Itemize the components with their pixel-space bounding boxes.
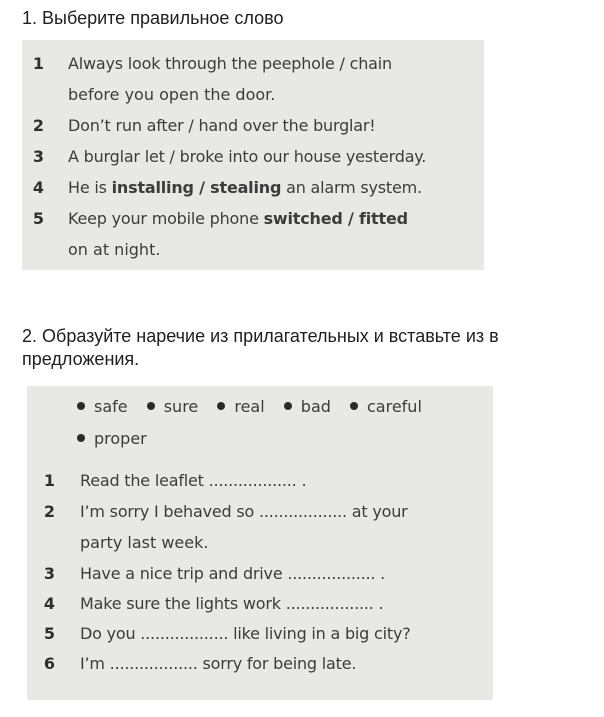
task-2-item-1 <box>27 465 493 496</box>
item-number: 5 <box>43 624 55 643</box>
item-choice-words: installing / stealing <box>111 178 282 197</box>
bullet-icon <box>147 402 155 410</box>
word-option: bad <box>300 397 331 416</box>
word-option: safe <box>94 397 128 416</box>
task-2-item-2 <box>27 496 493 527</box>
task-1-item-5-continuation <box>22 234 484 265</box>
task-1-item-3 <box>22 141 484 172</box>
item-text <box>68 203 408 234</box>
task-2-item-3 <box>27 558 493 589</box>
item-text-start: He is <box>68 178 112 197</box>
item-number: 2 <box>43 502 55 521</box>
word-option: careful <box>367 397 422 416</box>
item-text-end: an alarm system. <box>281 178 422 197</box>
word-box-line-1 <box>77 392 436 422</box>
item-number: 2 <box>32 116 44 135</box>
item-text: Have a nice trip and drive .................. . <box>80 564 386 583</box>
task-1-exercise-image <box>22 40 484 270</box>
item-text: Read the leaflet .................. . <box>80 471 307 490</box>
item-text <box>68 172 422 203</box>
bullet-icon <box>217 402 225 410</box>
item-number: 4 <box>32 178 44 197</box>
task-1-item-1-continuation <box>22 79 484 110</box>
item-number: 5 <box>32 209 44 228</box>
task-1-item-4 <box>22 172 484 203</box>
item-text: A burglar let / broke into our house yesterday. <box>68 147 427 166</box>
item-text: Always look through the peephole / chain <box>68 54 392 73</box>
item-text: I’m .................. sorry for being late. <box>80 654 357 673</box>
item-text: Make sure the lights work .................. . <box>80 594 384 613</box>
bullet-icon <box>77 402 85 410</box>
item-text: Do you .................. like living in a big city? <box>80 624 411 643</box>
item-text-continued: before you open the door. <box>68 85 276 104</box>
task-2-item-4 <box>27 588 493 619</box>
task-1-item-2 <box>22 110 484 141</box>
item-number: 3 <box>32 147 44 166</box>
task-1-item-1 <box>22 48 484 79</box>
task-2-heading: 2. Образуйте наречие из прилагательных и вставьте из в предложения. <box>22 326 499 369</box>
item-text-continued: on at night. <box>68 240 161 259</box>
bullet-icon <box>350 402 358 410</box>
word-option: sure <box>163 397 199 416</box>
task-1-heading: 1. Выберите правильное слово <box>22 8 284 28</box>
item-text-continued: party last week. <box>80 533 209 552</box>
task-2-item-5 <box>27 618 493 649</box>
item-text: Don’t run after / hand over the burglar! <box>68 116 376 135</box>
item-number: 6 <box>43 654 55 673</box>
task-1-item-5 <box>22 203 484 234</box>
task-2-item-2-continuation <box>27 527 493 558</box>
item-text-start: Keep your mobile phone <box>68 209 264 228</box>
bullet-icon <box>284 402 292 410</box>
item-number: 1 <box>32 54 44 73</box>
bullet-icon <box>77 434 85 442</box>
word-option: real <box>234 397 265 416</box>
item-number: 4 <box>43 594 55 613</box>
task-2-exercise-image <box>27 386 493 700</box>
item-choice-words: switched / fitted <box>263 209 408 228</box>
task-2-item-6 <box>27 648 493 679</box>
item-number: 3 <box>43 564 55 583</box>
word-option: proper <box>94 429 147 448</box>
item-number: 1 <box>43 471 55 490</box>
word-box-line-2 <box>77 424 161 454</box>
item-text: I’m sorry I behaved so .................. at your <box>80 502 408 521</box>
